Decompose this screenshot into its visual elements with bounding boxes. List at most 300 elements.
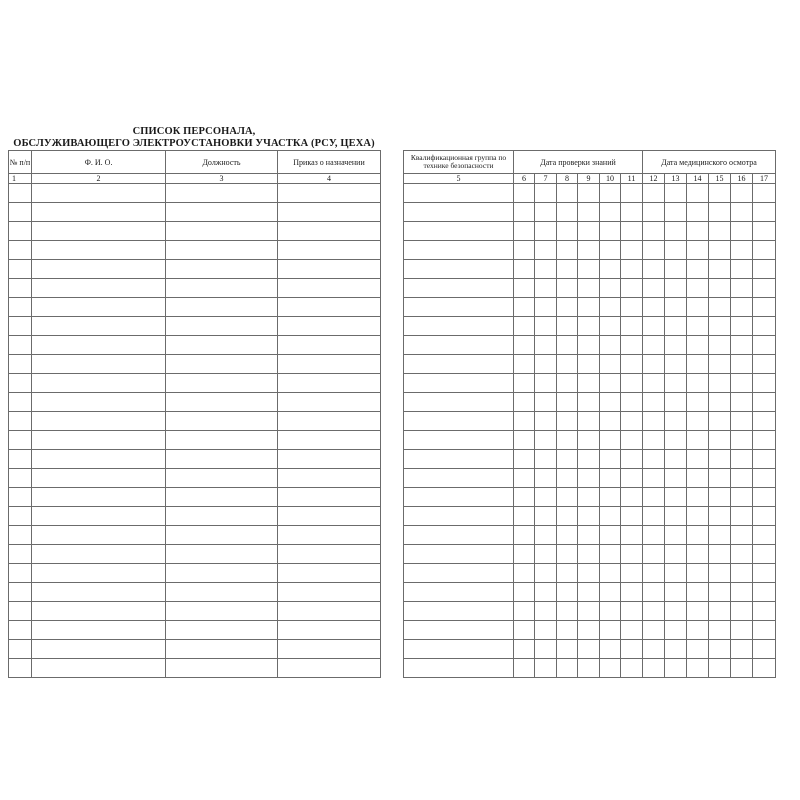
table-cell xyxy=(731,545,753,564)
column-number: 17 xyxy=(753,174,776,184)
table-cell xyxy=(32,355,166,374)
table-cell xyxy=(404,279,514,298)
table-cell xyxy=(535,393,557,412)
table-cell xyxy=(535,507,557,526)
table-cell xyxy=(404,412,514,431)
table-cell xyxy=(665,488,687,507)
table-cell xyxy=(535,564,557,583)
table-cell xyxy=(9,336,32,355)
table-cell xyxy=(731,583,753,602)
table-cell xyxy=(753,526,776,545)
header-appointment-order: Приказ о назначении xyxy=(278,151,381,174)
table-cell xyxy=(166,526,278,545)
table-cell xyxy=(557,336,578,355)
table-row xyxy=(9,184,381,203)
table-cell xyxy=(32,431,166,450)
table-cell xyxy=(621,659,643,678)
table-cell xyxy=(9,469,32,488)
table-cell xyxy=(32,298,166,317)
table-cell xyxy=(600,583,621,602)
table-cell xyxy=(535,260,557,279)
table-row xyxy=(9,336,381,355)
table-cell xyxy=(643,602,665,621)
table-cell xyxy=(578,488,600,507)
table-cell xyxy=(166,488,278,507)
header-full-name: Ф. И. О. xyxy=(32,151,166,174)
table-cell xyxy=(557,640,578,659)
table-cell xyxy=(731,241,753,260)
table-cell xyxy=(535,583,557,602)
table-cell xyxy=(709,260,731,279)
table-cell xyxy=(687,583,709,602)
table-cell xyxy=(600,526,621,545)
table-cell xyxy=(665,564,687,583)
table-cell xyxy=(535,203,557,222)
table-cell xyxy=(278,241,381,260)
table-cell xyxy=(709,393,731,412)
table-cell xyxy=(687,355,709,374)
column-number: 12 xyxy=(643,174,665,184)
table-cell xyxy=(709,203,731,222)
table-row xyxy=(9,602,381,621)
table-cell xyxy=(687,222,709,241)
table-cell xyxy=(557,279,578,298)
table-cell xyxy=(32,564,166,583)
table-cell xyxy=(643,412,665,431)
table-cell xyxy=(753,564,776,583)
column-number: 1 xyxy=(9,174,32,184)
table-cell xyxy=(753,260,776,279)
table-cell xyxy=(665,374,687,393)
table-cell xyxy=(404,260,514,279)
table-cell xyxy=(32,374,166,393)
table-cell xyxy=(753,469,776,488)
table-cell xyxy=(514,393,535,412)
table-cell xyxy=(643,203,665,222)
table-cell xyxy=(32,241,166,260)
table-cell xyxy=(32,602,166,621)
table-row xyxy=(9,393,381,412)
table-cell xyxy=(578,469,600,488)
table-cell xyxy=(557,659,578,678)
table-cell xyxy=(9,393,32,412)
table-cell xyxy=(535,355,557,374)
table-cell xyxy=(557,412,578,431)
table-cell xyxy=(9,222,32,241)
table-cell xyxy=(731,640,753,659)
table-cell xyxy=(32,336,166,355)
table-row xyxy=(9,203,381,222)
table-cell xyxy=(731,203,753,222)
table-cell xyxy=(535,659,557,678)
table-cell xyxy=(687,412,709,431)
table-cell xyxy=(9,488,32,507)
table-row xyxy=(404,222,776,241)
table-cell xyxy=(621,241,643,260)
table-cell xyxy=(643,279,665,298)
table-cell xyxy=(600,621,621,640)
header-medical-exam-date: Дата медицинского осмотра xyxy=(643,151,776,174)
table-cell xyxy=(731,431,753,450)
table-cell xyxy=(731,184,753,203)
table-cell xyxy=(753,602,776,621)
table-cell xyxy=(687,602,709,621)
table-cell xyxy=(621,412,643,431)
table-cell xyxy=(731,317,753,336)
table-cell xyxy=(404,184,514,203)
table-cell xyxy=(32,317,166,336)
table-cell xyxy=(9,564,32,583)
table-cell xyxy=(709,507,731,526)
table-cell xyxy=(166,260,278,279)
table-cell xyxy=(404,450,514,469)
table-cell xyxy=(709,222,731,241)
table-cell xyxy=(278,393,381,412)
table-cell xyxy=(687,374,709,393)
table-cell xyxy=(753,317,776,336)
table-cell xyxy=(278,431,381,450)
column-number: 11 xyxy=(621,174,643,184)
table-row xyxy=(9,621,381,640)
table-cell xyxy=(404,526,514,545)
table-cell xyxy=(166,450,278,469)
table-cell xyxy=(709,241,731,260)
table-cell xyxy=(621,640,643,659)
table-cell xyxy=(578,659,600,678)
table-cell xyxy=(753,184,776,203)
table-row xyxy=(9,222,381,241)
table-cell xyxy=(535,526,557,545)
table-cell xyxy=(557,583,578,602)
table-cell xyxy=(753,355,776,374)
table-cell xyxy=(643,640,665,659)
table-cell xyxy=(709,279,731,298)
table-cell xyxy=(9,412,32,431)
table-cell xyxy=(753,203,776,222)
table-cell xyxy=(535,317,557,336)
table-cell xyxy=(514,526,535,545)
table-row xyxy=(9,241,381,260)
table-cell xyxy=(731,355,753,374)
table-cell xyxy=(709,355,731,374)
table-cell xyxy=(600,640,621,659)
table-cell xyxy=(278,222,381,241)
table-row xyxy=(404,279,776,298)
table-cell xyxy=(621,374,643,393)
table-row xyxy=(404,640,776,659)
table-cell xyxy=(278,412,381,431)
table-cell xyxy=(753,659,776,678)
table-cell xyxy=(578,640,600,659)
column-number: 8 xyxy=(557,174,578,184)
table-cell xyxy=(643,241,665,260)
table-cell xyxy=(166,602,278,621)
header-row xyxy=(9,151,381,174)
table-cell xyxy=(753,431,776,450)
table-cell xyxy=(600,393,621,412)
table-cell xyxy=(535,298,557,317)
table-cell xyxy=(600,659,621,678)
table-cell xyxy=(557,450,578,469)
table-cell xyxy=(600,374,621,393)
table-cell xyxy=(578,412,600,431)
table-cell xyxy=(9,241,32,260)
table-cell xyxy=(578,241,600,260)
table-cell xyxy=(278,374,381,393)
table-cell xyxy=(709,298,731,317)
table-cell xyxy=(665,241,687,260)
table-cell xyxy=(404,241,514,260)
table-row xyxy=(404,336,776,355)
table-cell xyxy=(535,431,557,450)
table-cell xyxy=(278,336,381,355)
table-cell xyxy=(32,526,166,545)
table-row xyxy=(404,393,776,412)
table-cell xyxy=(643,659,665,678)
table-cell xyxy=(278,279,381,298)
table-cell xyxy=(9,545,32,564)
table-cell xyxy=(166,431,278,450)
table-cell xyxy=(687,621,709,640)
table-cell xyxy=(621,184,643,203)
table-cell xyxy=(32,640,166,659)
table-cell xyxy=(32,393,166,412)
table-cell xyxy=(731,507,753,526)
table-cell xyxy=(32,583,166,602)
table-cell xyxy=(709,336,731,355)
table-cell xyxy=(731,260,753,279)
table-cell xyxy=(665,298,687,317)
table-cell xyxy=(557,545,578,564)
table-row xyxy=(404,621,776,640)
table-cell xyxy=(535,241,557,260)
table-cell xyxy=(731,393,753,412)
table-cell xyxy=(535,450,557,469)
table-cell xyxy=(753,583,776,602)
table-row xyxy=(9,450,381,469)
table-cell xyxy=(687,450,709,469)
table-cell xyxy=(9,203,32,222)
table-cell xyxy=(643,260,665,279)
table-cell xyxy=(404,564,514,583)
table-cell xyxy=(578,374,600,393)
table-cell xyxy=(753,488,776,507)
table-cell xyxy=(731,412,753,431)
table-row xyxy=(404,583,776,602)
header-qualification-group: Квалификационная группа по технике безопасности xyxy=(404,151,514,174)
column-number: 9 xyxy=(578,174,600,184)
table-cell xyxy=(731,488,753,507)
table-cell xyxy=(578,507,600,526)
table-cell xyxy=(731,279,753,298)
table-cell xyxy=(753,393,776,412)
table-cell xyxy=(665,279,687,298)
table-cell xyxy=(514,374,535,393)
table-cell xyxy=(514,640,535,659)
table-cell xyxy=(535,412,557,431)
table-cell xyxy=(278,507,381,526)
table-cell xyxy=(731,526,753,545)
table-row xyxy=(9,317,381,336)
table-cell xyxy=(687,640,709,659)
table-cell xyxy=(600,241,621,260)
document-title-line-1: СПИСОК ПЕРСОНАЛА, xyxy=(132,126,256,137)
table-cell xyxy=(621,621,643,640)
table-cell xyxy=(578,583,600,602)
table-cell xyxy=(578,203,600,222)
table-cell xyxy=(404,317,514,336)
table-row xyxy=(404,374,776,393)
table-cell xyxy=(731,450,753,469)
table-cell xyxy=(665,412,687,431)
table-cell xyxy=(709,317,731,336)
table-cell xyxy=(665,222,687,241)
table-cell xyxy=(687,279,709,298)
table-cell xyxy=(643,507,665,526)
table-row xyxy=(404,469,776,488)
table-cell xyxy=(709,412,731,431)
table-cell xyxy=(278,203,381,222)
table-cell xyxy=(557,222,578,241)
table-cell xyxy=(514,602,535,621)
table-cell xyxy=(753,298,776,317)
table-cell xyxy=(665,545,687,564)
table-row xyxy=(9,355,381,374)
table-cell xyxy=(665,317,687,336)
table-cell xyxy=(600,184,621,203)
table-cell xyxy=(9,260,32,279)
table-cell xyxy=(753,241,776,260)
table-cell xyxy=(535,488,557,507)
table-cell xyxy=(665,659,687,678)
table-cell xyxy=(32,203,166,222)
table-cell xyxy=(687,241,709,260)
table-cell xyxy=(665,203,687,222)
table-cell xyxy=(514,336,535,355)
table-cell xyxy=(557,602,578,621)
table-cell xyxy=(687,260,709,279)
table-cell xyxy=(687,184,709,203)
table-cell xyxy=(166,298,278,317)
personnel-list-table xyxy=(8,150,381,678)
table-cell xyxy=(278,564,381,583)
table-cell xyxy=(278,526,381,545)
table-cell xyxy=(621,602,643,621)
table-cell xyxy=(514,241,535,260)
table-cell xyxy=(9,184,32,203)
table-cell xyxy=(753,279,776,298)
table-cell xyxy=(578,184,600,203)
table-cell xyxy=(621,336,643,355)
table-cell xyxy=(404,659,514,678)
table-cell xyxy=(709,545,731,564)
table-cell xyxy=(166,545,278,564)
table-row xyxy=(9,488,381,507)
table-cell xyxy=(643,393,665,412)
table-cell xyxy=(9,279,32,298)
table-cell xyxy=(578,336,600,355)
table-cell xyxy=(404,336,514,355)
table-cell xyxy=(166,374,278,393)
table-cell xyxy=(278,488,381,507)
table-cell xyxy=(514,545,535,564)
table-cell xyxy=(665,526,687,545)
table-row xyxy=(404,412,776,431)
column-number: 2 xyxy=(32,174,166,184)
table-cell xyxy=(578,393,600,412)
table-cell xyxy=(665,184,687,203)
table-cell xyxy=(9,659,32,678)
table-cell xyxy=(404,431,514,450)
table-cell xyxy=(9,507,32,526)
table-cell xyxy=(665,393,687,412)
table-row xyxy=(9,469,381,488)
table-cell xyxy=(578,222,600,241)
table-cell xyxy=(600,545,621,564)
table-cell xyxy=(514,184,535,203)
table-cell xyxy=(643,298,665,317)
table-cell xyxy=(166,659,278,678)
table-cell xyxy=(535,279,557,298)
table-cell xyxy=(643,621,665,640)
header-row xyxy=(404,151,776,174)
table-cell xyxy=(514,564,535,583)
table-cell xyxy=(404,222,514,241)
table-cell xyxy=(557,298,578,317)
table-cell xyxy=(9,450,32,469)
table-cell xyxy=(643,431,665,450)
table-cell xyxy=(665,260,687,279)
table-cell xyxy=(514,317,535,336)
table-cell xyxy=(404,488,514,507)
table-cell xyxy=(621,222,643,241)
table-cell xyxy=(709,184,731,203)
table-cell xyxy=(753,222,776,241)
table-cell xyxy=(687,659,709,678)
table-cell xyxy=(32,659,166,678)
table-cell xyxy=(404,355,514,374)
table-cell xyxy=(687,317,709,336)
table-row xyxy=(404,431,776,450)
table-row xyxy=(9,583,381,602)
table-cell xyxy=(709,621,731,640)
table-cell xyxy=(166,640,278,659)
table-row xyxy=(9,431,381,450)
table-cell xyxy=(578,260,600,279)
table-cell xyxy=(278,450,381,469)
table-cell xyxy=(709,526,731,545)
table-cell xyxy=(600,431,621,450)
table-row xyxy=(404,526,776,545)
qualification-table xyxy=(403,150,776,678)
table-cell xyxy=(514,412,535,431)
table-cell xyxy=(32,222,166,241)
table-row xyxy=(404,450,776,469)
table-cell xyxy=(600,450,621,469)
table-cell xyxy=(578,564,600,583)
table-cell xyxy=(278,317,381,336)
table-cell xyxy=(753,374,776,393)
table-cell xyxy=(621,260,643,279)
table-cell xyxy=(665,336,687,355)
table-cell xyxy=(731,336,753,355)
table-row xyxy=(404,260,776,279)
table-cell xyxy=(621,431,643,450)
table-cell xyxy=(514,621,535,640)
table-cell xyxy=(404,640,514,659)
table-cell xyxy=(557,184,578,203)
table-cell xyxy=(709,640,731,659)
